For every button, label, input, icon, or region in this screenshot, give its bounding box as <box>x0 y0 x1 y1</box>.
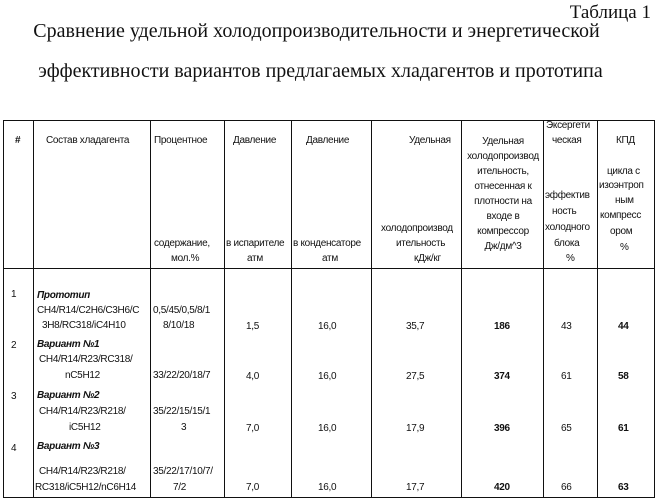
header-row <box>4 121 655 269</box>
header-exergy-efficiency <box>544 121 598 269</box>
header-ex-3: эффектив <box>545 189 590 202</box>
row-2-comp-1: CH4/R14/R23/RC318/ <box>39 353 133 366</box>
col-num <box>4 269 34 498</box>
row-4-cond: 16,0 <box>318 481 336 494</box>
header-kpd-7: % <box>620 241 629 254</box>
row-2-vol: 374 <box>494 370 510 383</box>
header-vol-6: входе в <box>462 209 544 224</box>
row-1-num: 1 <box>11 288 16 301</box>
header-percent <box>151 121 225 269</box>
header-spec-bottom-1: холодопроизвод <box>381 222 453 235</box>
row-3-num: 3 <box>11 390 16 403</box>
header-vol-4: отнесенная к <box>462 179 544 194</box>
header-kpd-3: изоэнтроп <box>599 179 644 192</box>
header-cond-bottom-2: атм <box>322 252 338 265</box>
row-4-kpd: 63 <box>618 481 629 494</box>
header-kpd <box>598 121 655 269</box>
header-evap-pressure <box>225 121 292 269</box>
col-specific-capacity <box>372 269 462 498</box>
row-2-ex: 61 <box>561 370 572 383</box>
row-1-comp-2: 3H8/RC318/iC4H10 <box>42 319 126 332</box>
title-line-2: эффективности вариантов предлагаемых хладагентов и прототипа <box>0 60 649 83</box>
header-percent-bottom-2: мол.% <box>171 252 199 265</box>
header-num <box>4 121 34 269</box>
header-ex-5: холодного <box>545 221 590 234</box>
col-exergy-efficiency <box>544 269 598 498</box>
row-2-num: 2 <box>11 339 16 352</box>
row-3-ex: 65 <box>561 422 572 435</box>
header-composition <box>34 121 151 269</box>
row-2-cond: 16,0 <box>318 370 336 383</box>
row-2-comp-2: nC5H12 <box>65 369 100 382</box>
header-kpd-4: ным <box>615 194 634 207</box>
header-ex-6: блока <box>554 237 579 250</box>
title-line-1: Сравнение удельной холодопроизводительности и энергетической <box>0 20 645 43</box>
row-3-vol: 396 <box>494 422 510 435</box>
row-1-pct-1: 0,5/45/0,5/8/1 <box>153 304 210 317</box>
header-spec-bottom-2: ительность <box>396 237 445 250</box>
header-spec-bottom-3: кДж/кг <box>414 252 441 265</box>
row-4-vol: 420 <box>494 481 510 494</box>
header-volumetric-capacity <box>462 121 544 269</box>
col-evap-pressure <box>225 269 292 498</box>
row-1-kpd: 44 <box>618 320 629 333</box>
header-percent-bottom-1: содержание, <box>154 237 210 250</box>
table-body-row <box>4 269 655 498</box>
row-3-pct-1: 35/22/15/15/1 <box>153 405 210 418</box>
header-specific-capacity <box>372 121 462 269</box>
row-4-name: Вариант №3 <box>37 440 99 453</box>
row-4-spec: 17,7 <box>406 481 424 494</box>
row-2-kpd: 58 <box>618 370 629 383</box>
row-4-pct-2: 7/2 <box>173 481 186 494</box>
row-2-spec: 27,5 <box>406 370 424 383</box>
row-1-cond: 16,0 <box>318 320 336 333</box>
row-4-ex: 66 <box>561 481 572 494</box>
header-kpd-1: КПД <box>616 134 635 147</box>
header-cond-top: Давление <box>306 134 349 147</box>
col-kpd <box>598 269 655 498</box>
row-3-cond: 16,0 <box>318 422 336 435</box>
header-ex-7: % <box>566 252 575 265</box>
row-1-comp-1: CH4/R14/C2H6/C3H6/C <box>37 304 139 317</box>
row-3-comp-1: CH4/R14/R23/R218/ <box>39 405 126 418</box>
header-vol-8: Дж/дм^3 <box>462 239 544 254</box>
header-ex-2: ческая <box>552 134 582 147</box>
header-vol-7: компрессор <box>462 224 544 239</box>
row-4-num: 4 <box>11 442 16 455</box>
row-2-pct-1: 33/22/20/18/7 <box>153 369 210 382</box>
header-vol-3: ительность, <box>462 164 544 179</box>
row-3-pct-2: 3 <box>181 421 186 434</box>
comparison-table <box>3 120 655 498</box>
header-vol-2: холодопроизвод <box>462 149 544 164</box>
header-spec-top: Удельная <box>409 134 451 147</box>
header-cond-pressure <box>292 121 372 269</box>
row-4-comp-2: RC318/iC5H12/nC6H14 <box>35 481 136 494</box>
header-composition-text: Состав хладагента <box>46 134 129 147</box>
row-4-evap: 7,0 <box>246 481 259 494</box>
table-label: Таблица 1 <box>570 2 651 24</box>
header-ex-4: ность <box>552 205 576 218</box>
header-percent-top: Процентное <box>154 134 207 147</box>
row-2-name: Вариант №1 <box>37 338 99 351</box>
row-4-pct-1: 35/22/17/10/7/ <box>153 465 213 478</box>
col-composition <box>34 269 151 498</box>
row-2-evap: 4,0 <box>246 370 259 383</box>
row-1-vol: 186 <box>494 320 510 333</box>
header-kpd-5: компресс <box>600 209 641 222</box>
col-volumetric-capacity <box>462 269 544 498</box>
header-vol-1: Удельная <box>462 134 544 149</box>
header-evap-top: Давление <box>233 134 276 147</box>
row-4-comp-1: CH4/R14/R23/R218/ <box>39 465 126 478</box>
row-3-kpd: 61 <box>618 422 629 435</box>
header-kpd-6: ором <box>610 225 632 238</box>
col-cond-pressure <box>292 269 372 498</box>
row-1-ex: 43 <box>561 320 572 333</box>
col-percent <box>151 269 225 498</box>
header-num-text: # <box>15 134 20 147</box>
row-1-pct-2: 8/10/18 <box>163 319 194 332</box>
header-evap-bottom-2: атм <box>247 252 263 265</box>
row-1-spec: 35,7 <box>406 320 424 333</box>
row-3-comp-2: iC5H12 <box>69 421 101 434</box>
row-3-evap: 7,0 <box>246 422 259 435</box>
header-ex-1: Эксергети <box>546 119 590 132</box>
header-vol-5: плотности на <box>462 194 544 209</box>
header-kpd-2: цикла с <box>607 165 640 178</box>
row-1-name: Прототип <box>37 289 90 302</box>
header-cond-bottom-1: в конденсаторе <box>293 237 361 250</box>
header-evap-bottom-1: в испарителе <box>226 237 284 250</box>
row-1-evap: 1,5 <box>246 320 259 333</box>
row-3-name: Вариант №2 <box>37 389 99 402</box>
row-3-spec: 17,9 <box>406 422 424 435</box>
